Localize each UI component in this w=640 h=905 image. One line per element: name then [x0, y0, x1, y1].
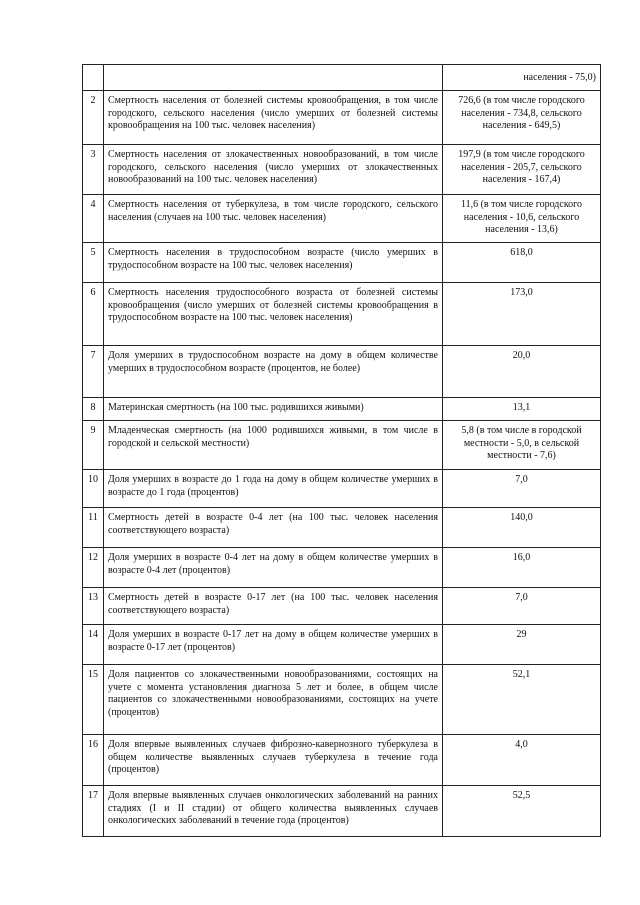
- table-row: [83, 665, 601, 735]
- row-description: Материнская смертность (на 100 тыс. родившихся живыми): [104, 398, 443, 421]
- row-value: 726,6 (в том числе городского населения - 734,8, сельского населения - 649,5): [443, 91, 601, 145]
- table-row: [83, 548, 601, 588]
- row-number: 4: [83, 195, 104, 243]
- row-value: 173,0: [443, 283, 601, 346]
- row-description: Смертность детей в возрасте 0-4 лет (на 100 тыс. человек населения соответствующего возраста): [104, 508, 443, 548]
- row-description: Смертность населения от болезней системы кровообращения, в том числе городского, сельского населения (число умерших от болезней системы кровообращения на 100 тыс. человек населения): [104, 91, 443, 145]
- row-description: Доля умерших в трудоспособном возрасте на дому в общем количестве умерших в трудоспособном возрасте (процентов, не более): [104, 346, 443, 398]
- row-value: 11,6 (в том числе городского населения - 10,6, сельского населения - 13,6): [443, 195, 601, 243]
- table-row: [83, 346, 601, 398]
- row-number: 9: [83, 421, 104, 470]
- table-row: [83, 470, 601, 508]
- row-value: 7,0: [443, 588, 601, 625]
- table-row: [83, 421, 601, 470]
- row-description: Смертность населения от туберкулеза, в том числе городского, сельского населения (случаев на 100 тыс. человек населения): [104, 195, 443, 243]
- row-description: Доля пациентов со злокачественными новообразованиями, состоящих на учете с момента установления диагноза 5 лет и более, в общем числе пациентов со злокачественными новообразованиями, состоящих на учете (процентов): [104, 665, 443, 735]
- row-value: 20,0: [443, 346, 601, 398]
- row-value: населения - 75,0): [443, 65, 601, 91]
- row-value: 7,0: [443, 470, 601, 508]
- row-value: 5,8 (в том числе в городской местности - 5,0, в сельской местности - 7,6): [443, 421, 601, 470]
- row-description: [104, 65, 443, 91]
- row-number: 11: [83, 508, 104, 548]
- row-number: 17: [83, 786, 104, 837]
- row-description: Доля впервые выявленных случаев фиброзно-кавернозного туберкулеза в общем количестве выявленных случаев туберкулеза в течение года (процентов): [104, 735, 443, 786]
- row-value: 52,1: [443, 665, 601, 735]
- table-row: [83, 195, 601, 243]
- row-number: 6: [83, 283, 104, 346]
- indicators-table: [82, 64, 601, 837]
- row-value: 4,0: [443, 735, 601, 786]
- row-number: 8: [83, 398, 104, 421]
- row-value: 29: [443, 625, 601, 665]
- table-row: [83, 398, 601, 421]
- table-row: [83, 65, 601, 91]
- table-row: [83, 283, 601, 346]
- row-description: Младенческая смертность (на 1000 родившихся живыми, в том числе в городской и сельской местности): [104, 421, 443, 470]
- table-row: [83, 786, 601, 837]
- row-value: 618,0: [443, 243, 601, 283]
- row-description: Доля умерших в возрасте до 1 года на дому в общем количестве умерших в возрасте до 1 года (процентов): [104, 470, 443, 508]
- row-description: Доля впервые выявленных случаев онкологических заболеваний на ранних стадиях (I и II стадии) от общего количества выявленных случаев онкологических заболеваний в течение года (процентов): [104, 786, 443, 837]
- row-description: Доля умерших в возрасте 0-17 лет на дому в общем количестве умерших в возрасте 0-17 лет (процентов): [104, 625, 443, 665]
- row-number: 2: [83, 91, 104, 145]
- row-description: Смертность населения от злокачественных новообразований, в том числе городского, сельского населения (число умерших от злокачественных новообразований на 100 тыс. человек населения): [104, 145, 443, 195]
- row-description: Доля умерших в возрасте 0-4 лет на дому в общем количестве умерших в возрасте 0-4 лет (процентов): [104, 548, 443, 588]
- row-number: 13: [83, 588, 104, 625]
- row-number: 3: [83, 145, 104, 195]
- row-number: 7: [83, 346, 104, 398]
- table-row: [83, 735, 601, 786]
- table-row: [83, 243, 601, 283]
- row-number: 12: [83, 548, 104, 588]
- row-number: 15: [83, 665, 104, 735]
- row-number: 14: [83, 625, 104, 665]
- row-number: 5: [83, 243, 104, 283]
- row-value: 140,0: [443, 508, 601, 548]
- row-value: 16,0: [443, 548, 601, 588]
- row-description: Смертность детей в возрасте 0-17 лет (на 100 тыс. человек населения соответствующего возраста): [104, 588, 443, 625]
- row-value: 13,1: [443, 398, 601, 421]
- row-number: 10: [83, 470, 104, 508]
- row-description: Смертность населения трудоспособного возраста от болезней системы кровообращения (число умерших от болезней системы кровообращения в трудоспособном возрасте на 100 тыс. человек населения): [104, 283, 443, 346]
- row-number: 16: [83, 735, 104, 786]
- row-description: Смертность населения в трудоспособном возрасте (число умерших в трудоспособном возрасте на 100 тыс. человек населения): [104, 243, 443, 283]
- table-row: [83, 145, 601, 195]
- row-number: [83, 65, 104, 91]
- table-row: [83, 625, 601, 665]
- table-row: [83, 508, 601, 548]
- table-row: [83, 588, 601, 625]
- row-value: 52,5: [443, 786, 601, 837]
- row-value: 197,9 (в том числе городского населения - 205,7, сельского населения - 167,4): [443, 145, 601, 195]
- table-row: [83, 91, 601, 145]
